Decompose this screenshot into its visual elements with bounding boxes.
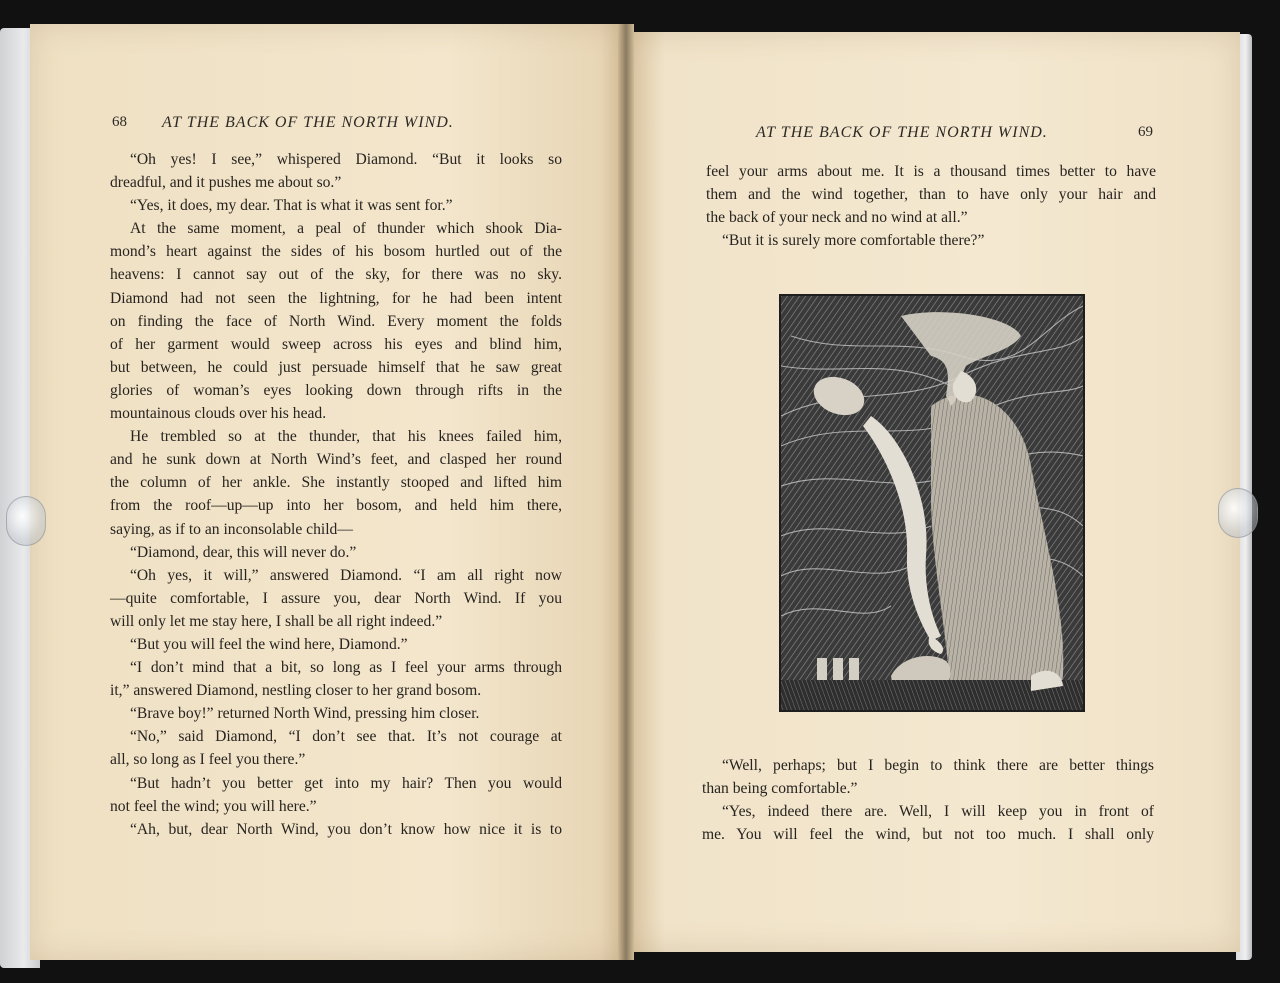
text-line: “Oh yes! I see,” whispered Diamond. “But it looks so [130, 151, 562, 168]
right-page-bottom-text [702, 754, 1154, 846]
text-line: dreadful, and it pushes me about so.” [110, 174, 342, 192]
left-page-number: 68 [112, 114, 127, 130]
text-line: of her garment would sweep across his eyes and blind him, [110, 335, 562, 353]
left-running-header: AT THE BACK OF THE NORTH WIND. [162, 114, 454, 131]
text-line: “But it is surely more comfortable there?” [722, 232, 985, 250]
text-line: “I don’t mind that a bit, so long as I feel your arms through [130, 659, 562, 677]
text-line: “No,” said Diamond, “I don’t see that. It’s not courage at [130, 728, 562, 746]
text-line: “Well, perhaps; but I begin to think there are better things [722, 757, 1154, 774]
text-line: on finding the face of North Wind. Every moment the folds [110, 312, 562, 330]
text-line: At the same moment, a peal of thunder which shook Dia- [130, 220, 562, 238]
text-line: me. You will feel the wind, but not too much. I shall only [702, 826, 1154, 844]
text-line: heavens: I cannot say out of the sky, for there was no sky. [110, 266, 562, 284]
text-line: “Yes, it does, my dear. That is what it was sent for.” [130, 197, 453, 215]
text-line: “Brave boy!” returned North Wind, pressing him closer. [130, 705, 480, 723]
text-line: He trembled so at the thunder, that his knees failed him, [130, 428, 562, 446]
engraving-image [781, 296, 1083, 710]
text-line: and he sunk down at North Wind’s feet, and clasped her round [110, 451, 562, 469]
text-line: “But hadn’t you better get into my hair? Then you would [130, 774, 562, 792]
text-line: mond’s heart against the sides of his bosom hurtled out of the [110, 243, 562, 261]
text-line: “Ah, but, dear North Wind, you don’t know how nice it is to [130, 820, 562, 838]
page-clip-left [6, 496, 46, 546]
text-line: not feel the wind; you will here.” [110, 797, 317, 815]
text-line: it,” answered Diamond, nestling closer to her grand bosom. [110, 682, 482, 700]
text-line: the back of your neck and no wind at all.” [706, 209, 968, 227]
text-line: the column of her ankle. She instantly stooped and lifted him [110, 474, 562, 492]
text-line: —quite comfortable, I assure you, dear North Wind. If you [110, 589, 562, 607]
text-line: but between, he could just persuade himself that he saw great [110, 358, 562, 376]
text-line: all, so long as I feel you there.” [110, 751, 306, 769]
text-line: “Diamond, dear, this will never do.” [130, 543, 357, 561]
text-line: “Oh yes, it will,” answered Diamond. “I am all right now [130, 566, 562, 584]
book-gutter [618, 24, 634, 960]
right-running-header: AT THE BACK OF THE NORTH WIND. [756, 124, 1048, 141]
text-line: them and the wind together, than to have only your hair and [706, 186, 1156, 204]
text-line: Diamond had not seen the lightning, for he had been intent [110, 289, 562, 307]
left-page-text [110, 148, 562, 841]
text-line: feel your arms about me. It is a thousand times better to have [706, 163, 1156, 180]
text-line: glories of woman’s eyes looking down through rifts in the [110, 381, 562, 399]
text-line: from the roof—up—up into her bosom, and held him there, [110, 497, 562, 515]
right-page-top-text [706, 160, 1156, 252]
text-line: “Yes, indeed there are. Well, I will keep you in front of [722, 803, 1154, 821]
text-line: saying, as if to an inconsolable child— [110, 520, 353, 538]
page-clip-right [1218, 488, 1258, 538]
right-page-number: 69 [1138, 124, 1153, 140]
text-line: “But you will feel the wind here, Diamond.” [130, 635, 408, 653]
text-line: mountainous clouds over his head. [110, 405, 327, 423]
text-line: than being comfortable.” [702, 780, 858, 798]
text-line: will only let me stay here, I shall be all right indeed.” [110, 612, 443, 630]
north-wind-illustration [779, 294, 1085, 712]
